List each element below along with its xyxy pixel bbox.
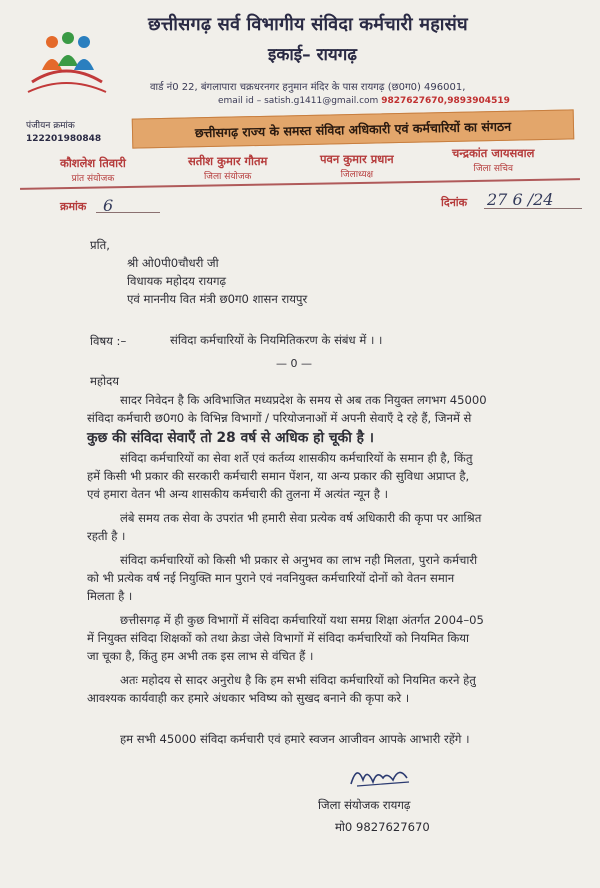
paragraph-line: को भी प्रत्येक वर्ष नई नियुक्ति मान पुराने एवं नवनियुक्त कर्मचारियों दोनों को वेतन समान	[87, 571, 455, 585]
subject-label: विषय :–	[90, 334, 127, 348]
paragraph-line: मिलता है ।	[87, 589, 133, 603]
date-label: दिनांक	[441, 196, 468, 209]
organisation-banner: छत्तीसगढ़ राज्य के समस्त संविदा अधिकारी एवं कर्मचारियों का संगठन	[132, 109, 575, 148]
ref-label: क्रमांक	[60, 200, 87, 213]
address: वार्ड नं0 22, बंगलापारा चक्रधरनगर हनुमान मंदिर के पास रायगढ़ (छ0ग0) 496001,	[150, 82, 466, 93]
separator: — 0 —	[276, 357, 312, 370]
email: email id – satish.g1411@gmail.com	[218, 96, 379, 106]
paragraph-line-emphasis: कुछ की संविदा सेवाएँ तो 28 वर्ष से अधिक हो चूकी है ।	[87, 430, 374, 446]
date-value: 27 6 /24	[487, 190, 554, 209]
signatory-mobile: मो0 9827627670	[335, 820, 430, 834]
paragraph-line: संविदा कर्मचारियों को किसी भी प्रकार से अनुभव का लाभ नही मिलता, पुराने कर्मचारी	[120, 553, 478, 567]
phone-numbers: 9827627670,9893904519	[381, 96, 510, 106]
recipient-name: श्री ओ0पी0चौधरी जी	[127, 256, 219, 270]
registration-number: 122201980848	[26, 134, 102, 144]
recipient-prefix: प्रति,	[90, 238, 110, 252]
paragraph-line: रहती है ।	[87, 529, 126, 543]
official-3: पवन कुमार प्रधान जिलाध्यक्ष	[320, 152, 394, 180]
salutation: महोदय	[90, 374, 119, 388]
subject-text: संविदा कर्मचारियों के नियमितिकरण के संबंध में । ।	[170, 333, 383, 347]
signatory-designation: जिला संयोजक रायगढ़	[318, 798, 411, 812]
paragraph-line: सादर निवेदन है कि अविभाजित मध्यप्रदेश के समय से अब तक नियुक्त लगभग 45000	[120, 393, 487, 407]
unit-name: इकाई– रायगढ़	[268, 45, 357, 65]
recipient-line-2: विधायक महोदय रायगढ़	[127, 274, 227, 288]
handwritten-signature	[347, 760, 417, 790]
paragraph-line: में नियुक्त संविदा शिक्षकों को तथा क्रेडा जेसे विभागों में संविदा कर्मचारियों को नियमित किया	[87, 631, 469, 645]
paragraph-line: अतः महोदय से सादर अनुरोध है कि हम सभी संविदा कर्मचारियों को नियमित करने हेतु	[120, 673, 476, 687]
paragraph-line: हमें किसी भी प्रकार की सरकारी कर्मचारी समान पेंशन, या अन्य प्रकार की सुविधा अप्राप्त है,	[87, 469, 470, 483]
paragraph-line: संविदा कर्मचारी छ0ग0 के विभिन्न विभागों / परियोजनाओं में अपनी सेवाएँ दे रहे हैं, जिनमें से	[87, 411, 472, 425]
official-4: चन्द्रकांत जायसवाल जिला सचिव	[452, 146, 535, 174]
paragraph-line: जा चूका है, किंतु हम अभी तक इस लाभ से वंचित हैं ।	[87, 649, 314, 663]
official-2: सतीश कुमार गौतम जिला संयोजक	[188, 154, 268, 182]
paragraph-line: आवश्यक कार्यवाही कर हमारे अंधकार भविष्य को सुखद बनाने की कृपा करे ।	[87, 691, 410, 705]
paragraph-line: एवं हमारा वेतन भी अन्य शासकीय कर्मचारी की तुलना में अत्यंत न्यून है ।	[87, 487, 388, 501]
paragraph-line: संविदा कर्मचारियों का सेवा शर्ते एवं कर्तव्य शासकीय कर्मचारियों के समान ही है, किंतु	[120, 451, 473, 465]
paragraph-line: लंबे समय तक सेवा के उपरांत भी हमारी सेवा प्रत्येक वर्ष अधिकारी की कृपा पर आश्रित	[120, 511, 482, 525]
organisation-title: छत्तीसगढ़ सर्व विभागीय संविदा कर्मचारी महासंघ	[148, 14, 468, 35]
official-1: कौशलेश तिवारी प्रांत संयोजक	[60, 156, 126, 184]
registration-label: पंजीयन क्रमांक	[26, 121, 75, 131]
paragraph-line: छत्तीसगढ़ में ही कुछ विभागों में संविदा कर्मचारियों यथा समग्र शिक्षा अंतर्गत 2004–05	[120, 613, 484, 627]
recipient-line-3: एवं माननीय वित मंत्री छ0ग0 शासन रायपुर	[127, 292, 308, 306]
ref-number: 6	[103, 196, 114, 215]
closing-line: हम सभी 45000 संविदा कर्मचारी एवं हमारे स्वजन आजीवन आपके आभारी रहेंगे ।	[120, 732, 470, 746]
